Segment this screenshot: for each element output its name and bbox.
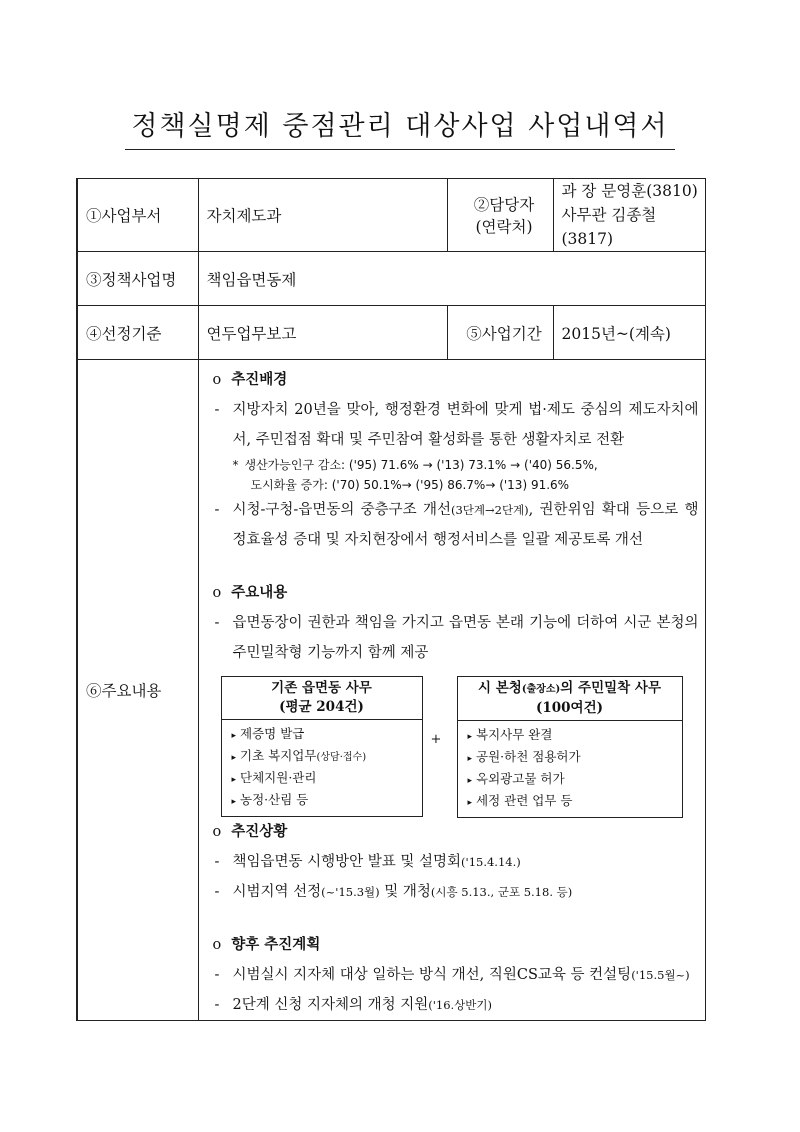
manager-label: [447, 179, 553, 252]
criteria-value: 연두업무보고: [198, 306, 447, 360]
box-title: 기존 읍면동 사무 (평균 204건): [222, 677, 422, 720]
city-duties-box: [457, 676, 683, 818]
box-item: ▸ 세정 관련 업무 등: [467, 793, 573, 808]
project-details-table: [76, 178, 706, 1021]
box-item: ▸ 제증명 발급: [231, 726, 305, 741]
list-item: - 시범실시 지자체 대상 일하는 방식 개선, 직원CS교육 등 컨설팅('15.5월~): [214, 967, 690, 983]
section-future-plan: [209, 933, 699, 1020]
section-background: [209, 368, 699, 555]
comparison-boxes: [209, 676, 699, 808]
box-item: ▸ 옥외광고물 허가: [467, 771, 565, 786]
manager-contacts: [553, 179, 705, 252]
manager-label-line1: ②담당자: [473, 196, 535, 214]
row-department: [77, 179, 705, 252]
box-item: ▸ 공원·하천 점용허가: [467, 749, 581, 764]
section-main-content: [209, 581, 699, 808]
main-content-cell: [198, 360, 705, 1021]
box-item: ▸ 기초 복지업무(상담·접수): [231, 748, 367, 763]
project-name-value: 책임읍면동제: [198, 252, 705, 306]
list-item: - 2단계 신청 지자체의 개청 지원('16.상반기): [214, 997, 492, 1013]
list-item: - 시청-구청-읍면동의 중층구조 개선(3단계→2단계), 권한위임 확대 등으로 행정효율성 증대 및 자치현장에서 행정서비스를 일괄 제공토록 개선: [214, 502, 699, 548]
manager-label-line2: (연락처): [475, 218, 533, 236]
row-main-content: [77, 360, 705, 1021]
box-title: 시 본청(출장소)의 주민밀착 사무 (100여건): [458, 677, 682, 721]
footnote: * 생산가능인구 감소: ('95) 71.6% → ('13) 73.1% → ('40) 56.5%,: [232, 458, 598, 472]
existing-duties-box: [221, 676, 423, 817]
plus-sign: +: [430, 732, 442, 747]
section-heading: o 추진배경: [212, 371, 288, 388]
contact-officer: 사무관 김종철(3817): [561, 206, 657, 248]
section-heading: o 주요내용: [212, 584, 288, 601]
footnote: 도시화율 증가: ('70) 50.1%→ ('95) 86.7%→ ('13) 91.6%: [250, 478, 570, 492]
list-item: - 시범지역 선정(~'15.3월) 및 개청(시흥 5.13., 군포 5.18. 등): [214, 884, 573, 900]
section-heading: o 추진상황: [212, 823, 288, 840]
list-item: - 지방자치 20년을 맞아, 행정환경 변화에 맞게 법·제도 중심의 제도자치에서, 주민접점 확대 및 주민참여 활성화를 통한 생활자치로 전환: [214, 402, 699, 448]
box-item: ▸ 복지사무 완결: [467, 727, 553, 742]
document-title: 정책실명제 중점관리 대상사업 사업내역서: [0, 104, 800, 150]
contact-director: 과 장 문영훈(3810): [561, 182, 698, 200]
main-content-label: ⑥주요내용: [77, 360, 198, 1021]
box-list: [222, 720, 422, 816]
box-item: ▸ 농정·산림 등: [231, 792, 309, 807]
row-project-name: [77, 252, 705, 306]
dept-label: ①사업부서: [77, 179, 198, 252]
dept-value: 자치제도과: [198, 179, 447, 252]
project-name-label: ③정책사업명: [77, 252, 198, 306]
row-criteria: [77, 306, 705, 360]
list-item: - 책임읍면동 시행방안 발표 및 설명회('15.4.14.): [214, 854, 521, 870]
section-progress: [209, 820, 699, 907]
list-item: - 읍면동장이 권한과 책임을 가지고 읍면동 본래 기능에 더하여 시군 본청의 주민밀착형 기능까지 함께 제공: [214, 615, 699, 661]
period-value: 2015년~(계속): [553, 306, 705, 360]
box-item: ▸ 단체지원·관리: [231, 770, 317, 785]
period-label: ⑤사업기간: [447, 306, 553, 360]
section-heading: o 향후 추진계획: [212, 936, 321, 953]
criteria-label: ④선정기준: [77, 306, 198, 360]
box-list: [458, 721, 682, 817]
